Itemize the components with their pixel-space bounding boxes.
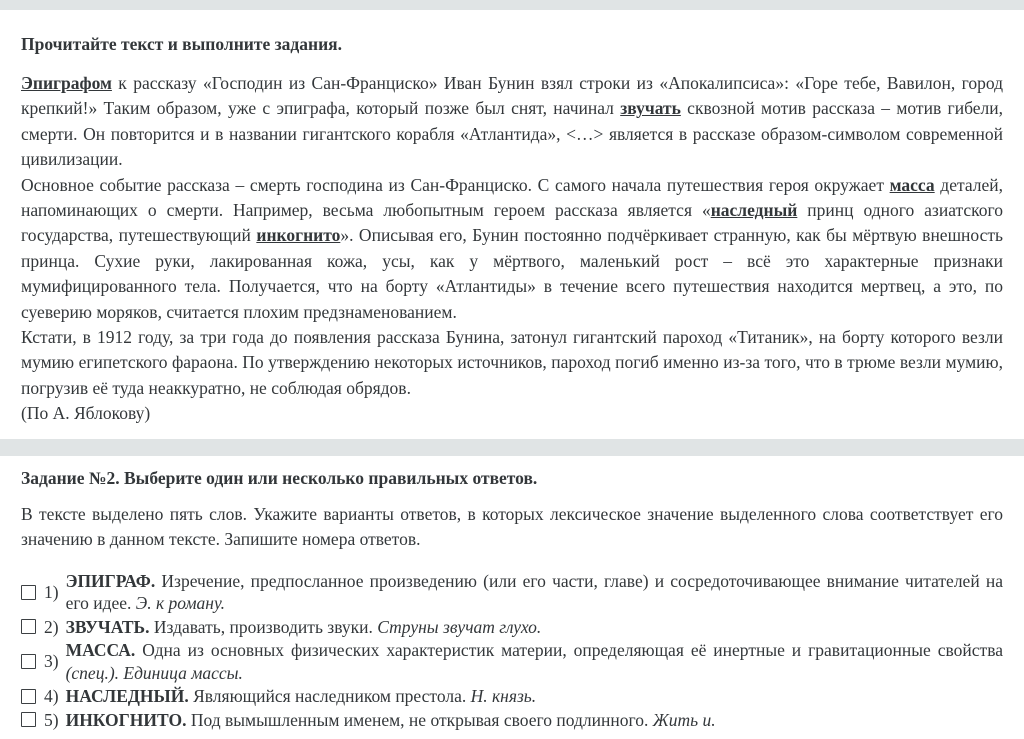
answer-option-4: [21, 685, 1003, 708]
option-4-checkbox[interactable]: [21, 689, 36, 704]
option-2-checkbox[interactable]: [21, 619, 36, 634]
task-section: [0, 456, 1024, 731]
reading-paragraph-1: Эпиграфом к рассказу «Господин из Сан-Франциско» Иван Бунин взял строки из «Апокалипсиса»: «Горе тебе, Вавилон, город крепкий!» Таким образом, уже с эпиграфа, который позже был снят, начинал звучать сквозной мотив рассказа – мотив гибели, смерти. Он повторится и в названии гигантского корабля «Атлантида», <…> является в рассказе образом-символом современной цивилизации.: [21, 73, 1003, 170]
answer-option-2: [21, 616, 1003, 639]
option-3-checkbox[interactable]: [21, 654, 36, 669]
option-5-control: [21, 709, 59, 732]
reading-section: [0, 10, 1024, 427]
reading-heading: Прочитайте текст и выполните задания.: [21, 34, 343, 54]
answer-option-5: [21, 709, 1003, 732]
option-3-control: [21, 650, 59, 673]
reading-attribution: (По А. Яблокову): [21, 403, 151, 424]
reading-paragraph-3: Кстати, в 1912 году, за три года до появления рассказа Бунина, затонул гигантский пароход «Титаник», на борту которого везли мумию египетского фараона. По утверждению некоторых источников, пароход погиб именно из-за того, что в трюме везли мумию, погрузив её туда неаккуратно, не соблюдая обрядов.: [21, 327, 1003, 398]
option-4-control: [21, 685, 59, 708]
option-1-checkbox[interactable]: [21, 585, 36, 600]
task-description: В тексте выделено пять слов. Укажите варианты ответов, в которых лексическое значение выделенного слова соответствует его значению в данном тексте. Запишите номера ответов.: [21, 503, 1003, 550]
option-1-number: 1): [44, 581, 59, 602]
option-5-number: 5): [44, 709, 59, 730]
option-5-checkbox[interactable]: [21, 712, 36, 727]
task-heading: Задание №2. Выберите один или несколько правильных ответов.: [21, 467, 538, 488]
option-4-number: 4): [44, 686, 59, 706]
top-divider-bar: [0, 0, 1024, 10]
option-3-text: МАССА. Одна из основных физических характеристик материи, определяющая её инертные и гравитационные свойства (спец.). Единица массы.: [65, 640, 1003, 683]
option-2-text: ЗВУЧАТЬ. Издавать, производить звуки. Струны звучат глухо.: [65, 616, 542, 637]
option-2-control: [21, 616, 59, 639]
reading-text: [21, 71, 1003, 427]
answer-option-1: [21, 570, 1003, 615]
option-1-text: ЭПИГРАФ. Изречение, предпосланное произведению (или его части, главе) и сосредоточивающее внимание читателей на его идее. Э. к роману.: [65, 570, 1003, 613]
option-1-control: [21, 581, 59, 604]
option-3-number: 3): [44, 651, 59, 672]
option-5-text: ИНКОГНИТО. Под вымышленным именем, не открывая своего подлинного. Жить и.: [65, 709, 716, 730]
option-2-number: 2): [44, 616, 59, 637]
answer-option-3: [21, 639, 1003, 684]
reading-paragraph-2: Основное событие рассказа – смерть господина из Сан-Франциско. С самого начала путешествия героя окружает масса деталей, напоминающих о смерти. Например, весьма любопытным героем рассказа является «наследный принц одного азиатского государства, путешествующий инкогнито». Описывая его, Бунин постоянно подчёркивает странную, как бы мёртвую внешность принца. Сухие руки, лакированная кожа, усы, как у мёртвого, маленький рост – всё это характерные признаки мумифицированного тела. Получается, что на борту «Атлантиды» в течение всего путешествия находится мертвец, а это, по суеверию моряков, считается плохим предзнаменованием.: [21, 174, 1004, 322]
answer-options-list: [21, 570, 1003, 732]
section-divider-bar: [0, 439, 1024, 456]
option-4-text: НАСЛЕДНЫЙ. Являющийся наследником престола. Н. князь.: [65, 686, 537, 706]
